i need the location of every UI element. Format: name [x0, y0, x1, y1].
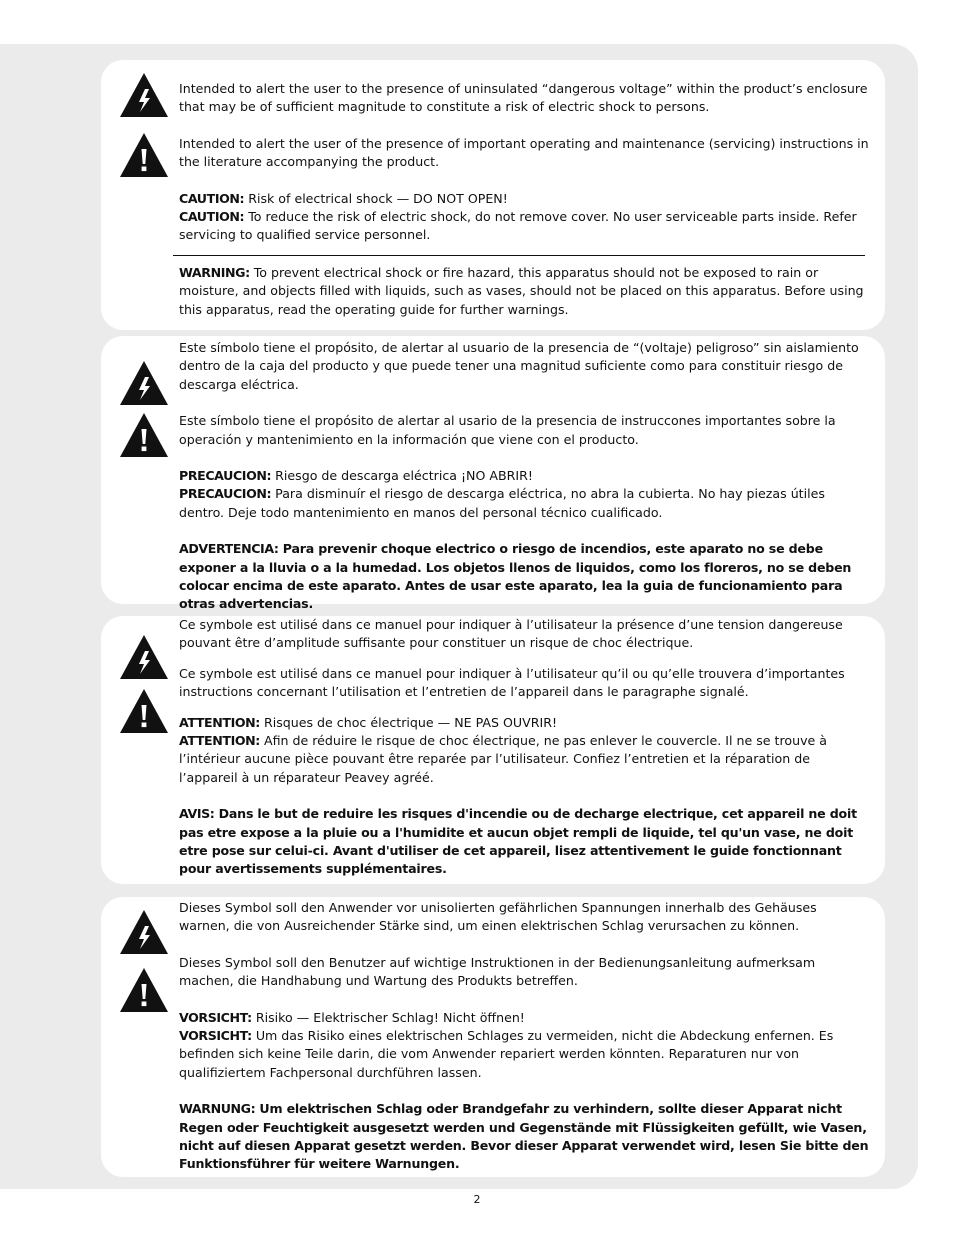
warning-label: WARNUNG:	[179, 1101, 256, 1117]
exclamation-warning-icon	[119, 132, 169, 178]
voltage-description: Ce symbole est utilisé dans ce manuel pour indiquer à l’utilisateur la présence d’une tension dangereuse pouvant être d’amplitude suffisante pour constituer un risque de choc électrique.	[179, 617, 843, 651]
exclamation-warning-icon	[119, 688, 169, 734]
voltage-description: Intended to alert the user to the presence of uninsulated “dangerous voltage” within the product’s enclosure that may be of sufficient magnitude to constitute a risk of electric shock to persons.	[179, 81, 868, 115]
caution-text: Afin de réduire le risque de choc électrique, ne pas enlever le couvercle. Il ne se trouve à l’intérieur aucune pièce pouvant être reparée par l’utilisateur. Confiez l’entretien et la réparation de l’appareil à un réparateur Peavey agréé.	[179, 733, 827, 785]
warning-paragraph	[179, 805, 869, 879]
caution-text: Riesgo de descarga eléctrica ¡NO ABRIR!	[271, 468, 533, 484]
caution-line-2	[179, 208, 869, 245]
lightning-bolt-warning-icon	[119, 634, 169, 680]
warning-text: To prevent electrical shock or fire hazard, this apparatus should not be exposed to rain or moisture, and objects filled with liquids, such as vases, should not be placed on this apparatus. Before using this apparatus, read the operating guide for further warnings.	[179, 265, 864, 317]
warning-label: AVIS:	[179, 806, 215, 822]
panel-french	[101, 616, 885, 884]
caution-label: ATTENTION:	[179, 733, 260, 749]
panel-english	[101, 60, 885, 330]
caution-text: To reduce the risk of electric shock, do not remove cover. No user serviceable parts inside. Refer servicing to qualified service personnel.	[179, 209, 857, 243]
maintenance-description: Este símbolo tiene el propósito de alertar al usario de la presencia de instruccones importantes sobre la operación y mantenimiento en la información que viene con el producto.	[179, 413, 836, 447]
caution-label: ATTENTION:	[179, 714, 260, 730]
caution-label: VORSICHT:	[179, 1009, 252, 1025]
caution-text: Um das Risiko eines elektrischen Schlages zu vermeiden, nicht die Abdeckung enfernen. Es befinden sich keine Teile darin, die vom Anwender repariert werden könnten. Reparaturen nur von qualifiziertem Fachpersonal durchführen lassen.	[179, 1028, 834, 1080]
spanish-text	[179, 339, 869, 614]
caution-text: Risiko — Elektrischer Schlag! Nicht öffnen!	[251, 1009, 525, 1025]
warning-text: Um elektrischen Schlag oder Brandgefahr zu verhindern, sollte dieser Apparat nicht Regen oder Feuchtigkeit ausgesetzt werden und Gegenstände mit Flüssigkeiten gefüllt, wie Vasen, nicht auf diesen Apparat gesetzt werden. Bevor dieser Apparat verwendet wird, lesen Sie bitte den Funktionsführer für weitere Warnungen.	[179, 1101, 869, 1172]
lightning-bolt-warning-icon	[119, 72, 169, 118]
caution-text: Para disminuír el riesgo de descarga eléctrica, no abra la cubierta. No hay piezas útiles dentro. Deje todo mantenimiento en manos del personal técnico cualificado.	[179, 486, 825, 520]
exclamation-warning-icon	[119, 967, 169, 1013]
caution-line-2	[179, 732, 869, 787]
warning-text: Para prevenir choque electrico o riesgo de incendios, este aparato no se debe exponer a la lluvia o a la humedad. Los objetos llenos de liquidos, como los floreros, no se deben colocar encima de este aparato. Antes de usar este aparato, lea la guia de funcionamiento para otras advertencias.	[179, 541, 852, 612]
caution-line-2	[179, 1027, 869, 1082]
page-number: 2	[473, 1193, 481, 1206]
caution-text: Risk of electrical shock — DO NOT OPEN!	[244, 190, 508, 206]
panel-german	[101, 897, 885, 1177]
caution-line-2	[179, 485, 869, 522]
caution-label: VORSICHT:	[179, 1028, 252, 1044]
caution-label: CAUTION:	[179, 190, 245, 206]
warning-text: Dans le but de reduire les risques d'incendie ou de decharge electrique, cet appareil ne doit pas etre expose a la pluie ou a l'humidite et aucun objet rempli de liquide, tel qu'un vase, ne doit etre pose sur celui-ci. Avant d'utiliser de cet appareil, lisez attentivement le guide fonctionnant pour avertissements supplémentaires.	[179, 806, 857, 877]
caution-line-1	[179, 467, 869, 485]
panel-spanish	[101, 336, 885, 612]
lightning-bolt-warning-icon	[119, 909, 169, 955]
maintenance-description: Intended to alert the user of the presence of important operating and maintenance (servicing) instructions in the literature accompanying the product.	[179, 135, 869, 170]
voltage-description: Dieses Symbol soll den Anwender vor unisolierten gefährlichen Spannungen innerhalb des Gehäuses warnen, die von Ausreichender Stärke sind, um einen elektrischen Schlag verursachen zu können.	[179, 900, 817, 934]
caution-text: Risques de choc électrique — NE PAS OUVRIR!	[259, 714, 557, 730]
caution-label: CAUTION:	[179, 209, 245, 225]
warning-paragraph	[179, 264, 869, 319]
warning-label: ADVERTENCIA:	[179, 541, 279, 557]
exclamation-warning-icon	[119, 412, 169, 458]
divider	[173, 255, 865, 256]
caution-line-1	[179, 1009, 869, 1027]
caution-line-1	[179, 190, 869, 208]
lightning-bolt-warning-icon	[119, 360, 169, 406]
maintenance-description: Dieses Symbol soll den Benutzer auf wichtige Instruktionen in der Bedienungsanleitung aufmerksam machen, die Handhabung und Wartung des Produkts betreffen.	[179, 954, 816, 989]
french-text	[179, 616, 869, 879]
warning-label: WARNING:	[179, 265, 250, 280]
warning-paragraph	[179, 1100, 869, 1174]
caution-label: PRECAUCION:	[179, 486, 272, 502]
english-warning	[179, 264, 869, 319]
caution-line-1	[179, 714, 869, 732]
english-text	[179, 80, 869, 245]
caution-label: PRECAUCION:	[179, 468, 272, 484]
german-text	[179, 899, 869, 1174]
voltage-description: Este símbolo tiene el propósito, de alertar al usuario de la presencia de “(voltaje) peligroso” sin aislamiento dentro de la caja del producto y que puede tener una magnitud suficiente como para constituir riesgo de descarga eléctrica.	[179, 340, 859, 392]
warning-paragraph	[179, 540, 869, 614]
maintenance-description: Ce symbole est utilisé dans ce manuel pour indiquer à l’utilisateur qu’il ou qu’elle trouvera d’importantes instructions concernant l’utilisation et l’entretien de l’appareil dans le paragraphe signalé.	[179, 665, 845, 700]
